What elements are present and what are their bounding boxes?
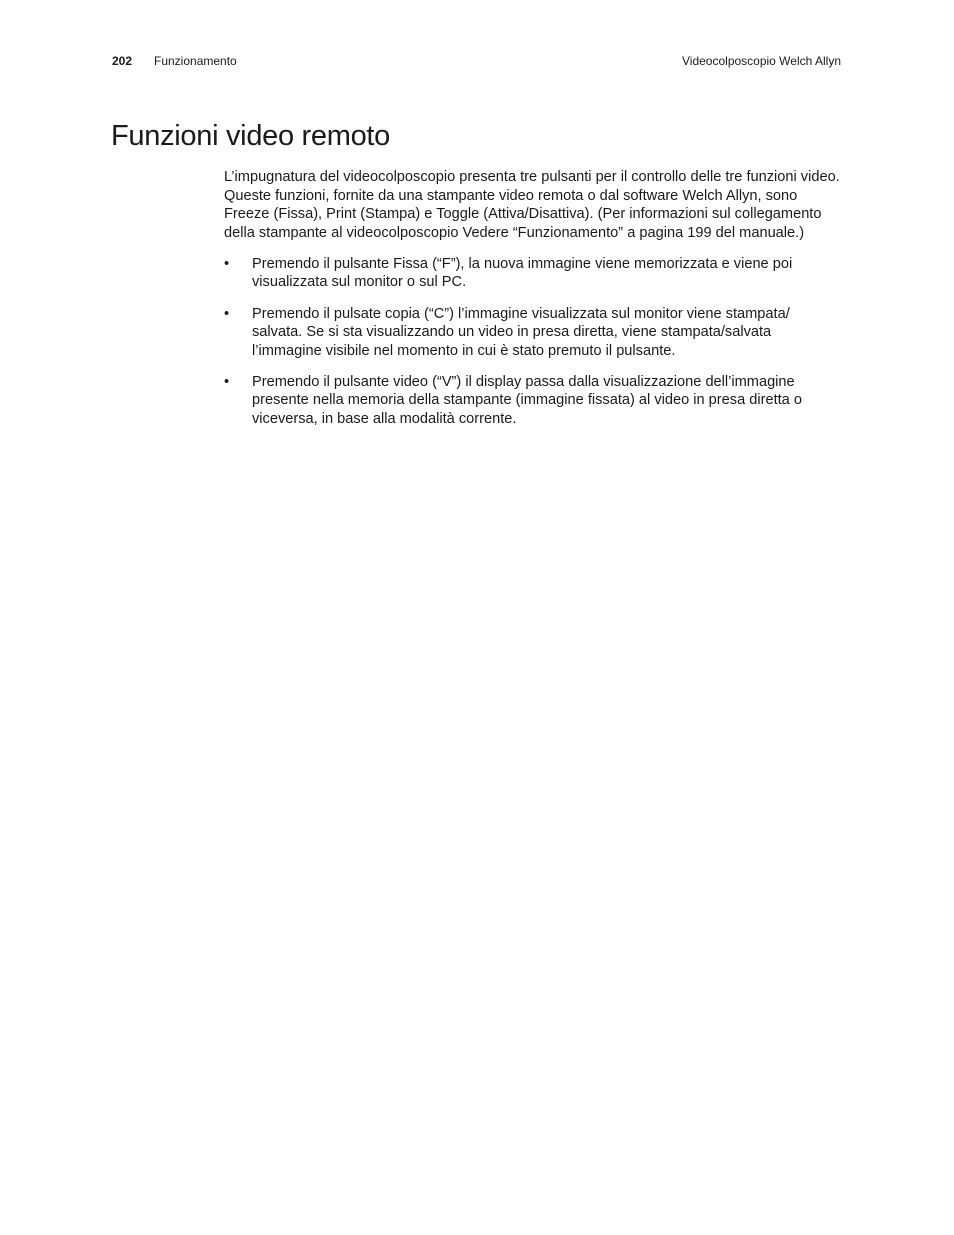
document-title: Videocolposcopio Welch Allyn xyxy=(682,54,841,68)
bullet-icon: • xyxy=(224,255,230,272)
list-item xyxy=(224,305,842,361)
bullet-icon: • xyxy=(224,373,230,390)
bullet-text: Premendo il pulsate copia (“C”) l’immagine visualizzata sul monitor viene stampata/ salvata. Se si sta visualizzando un video in presa diretta, viene stampata/salvata l’immagine visibile nel momento in cui è stato premuto il pulsante. xyxy=(252,305,790,359)
section-name: Funzionamento xyxy=(154,54,237,68)
page-number: 202 xyxy=(112,54,133,68)
page-header xyxy=(112,53,841,69)
bullet-icon: • xyxy=(224,305,230,322)
bullet-text: Premendo il pulsante video (“V”) il display passa dalla visualizzazione dell’immagine presente nella memoria della stampante (immagine fissata) al video in presa diretta o viceversa, in base alla modalità corrente. xyxy=(252,373,802,428)
intro-paragraph: L’impugnatura del videocolposcopio presenta tre pulsanti per il controllo delle tre funzioni video. Queste funzioni, fornite da una stampante video remota o dal software Welch Allyn, sono Freeze (Fissa), Print (Stampa) e Toggle (Attiva/Disattiva). (Per informazioni sul collegamento della stampante al videocolposcopio Vedere “Funzionamento” a pagina 199 del manuale.) xyxy=(224,169,840,241)
bullet-list xyxy=(224,255,842,429)
main-content xyxy=(224,168,842,441)
list-item xyxy=(224,373,842,429)
bullet-text: Premendo il pulsante Fissa (“F”), la nuova immagine viene memorizzata e viene poi visualizzata sul monitor o sul PC. xyxy=(252,255,793,291)
page-title: Funzioni video remoto xyxy=(111,120,391,152)
list-item xyxy=(224,255,842,292)
